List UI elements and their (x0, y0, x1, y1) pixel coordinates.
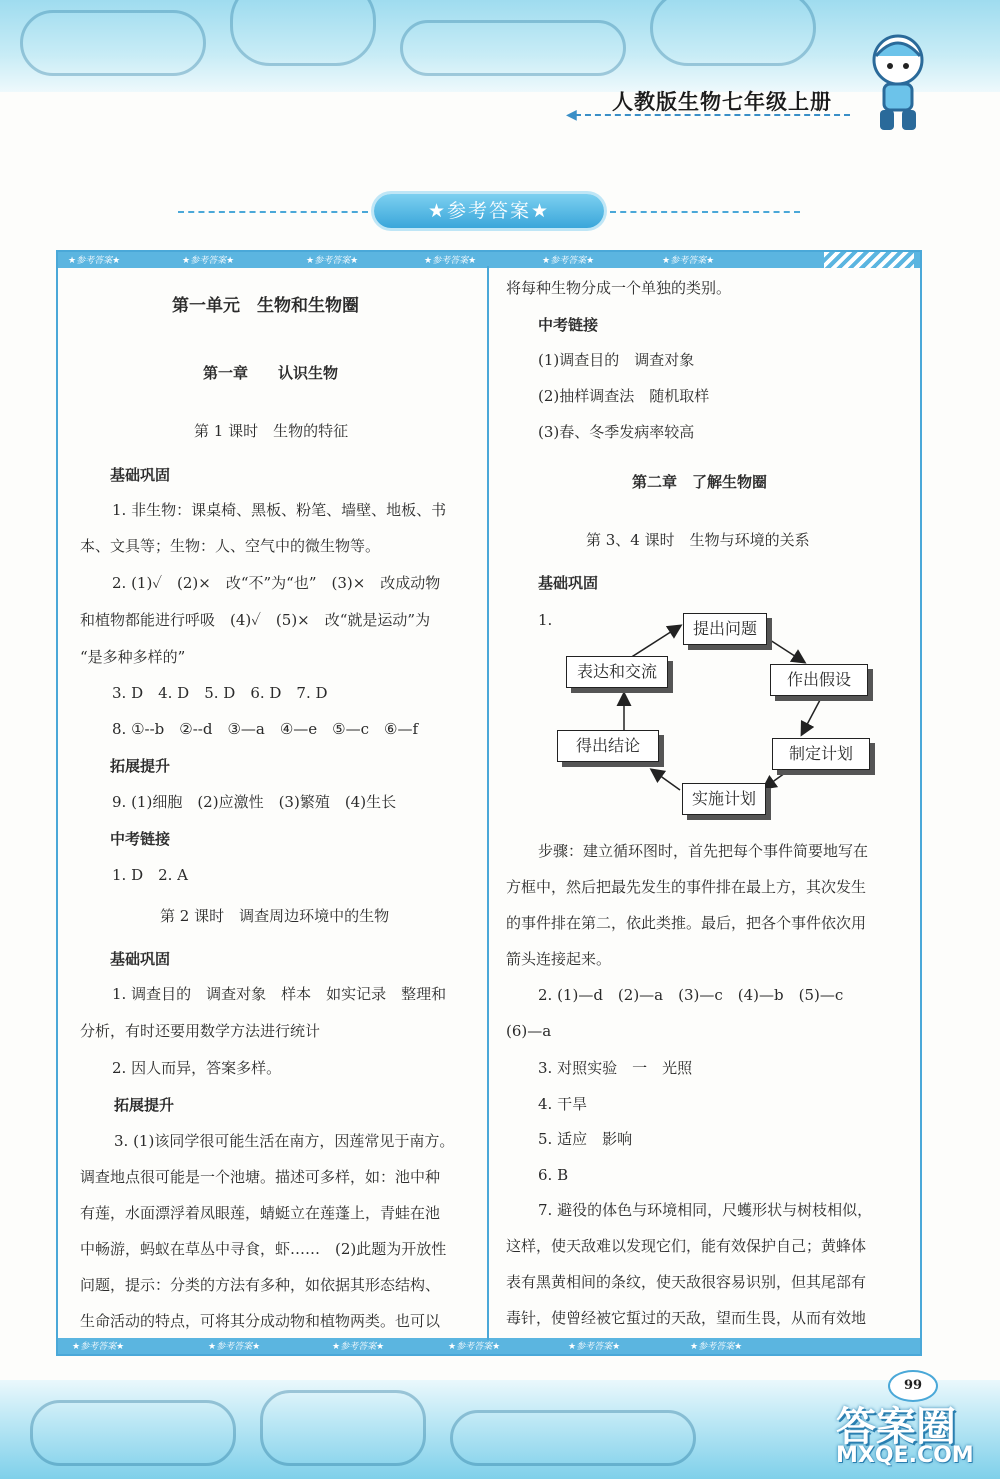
section-heading: 中考链接 (538, 316, 599, 334)
reference-answer-header (178, 194, 800, 230)
answer-line: 毒针，使曾经被它蜇过的天敌，望而生畏，从而有效地 (506, 1309, 867, 1327)
frame-top-strip (58, 252, 920, 268)
answer-line: 中畅游，蚂蚁在草丛中寻食，虾…… (2)此题为开放性 (80, 1240, 447, 1258)
section-heading: 中考链接 (110, 830, 171, 848)
answer-line: 的事件排在第二，依此类推。最后，把各个事件依次用 (506, 914, 867, 932)
answer-line: 3. 对照实验 一 光照 (538, 1059, 693, 1077)
strip-label: ★参考答案★ (332, 1342, 385, 1352)
answer-line: 分析，有时还要用数学方法进行统计 (80, 1022, 321, 1040)
mascot-illustration (862, 30, 934, 134)
answer-line: 7. 避役的体色与环境相同，尺蠖形状与树枝相似， (538, 1201, 873, 1219)
answer-line: 表有黑黄相间的条纹，使天敌很容易识别，但其尾部有 (506, 1273, 867, 1291)
flow-box-raise-question: 提出问题 (683, 613, 767, 645)
answer-line: 6. B (538, 1166, 569, 1184)
arrow-left-icon: ◀ (566, 107, 577, 123)
section-heading: 基础巩固 (110, 466, 171, 484)
chapter-title: 第一章 认识生物 (203, 364, 339, 382)
answer-line: 方框中，然后把最先发生的事件排在最上方，其次发生 (506, 878, 867, 896)
answer-line: 5. 适应 影响 (538, 1130, 633, 1148)
flow-box-communicate: 表达和交流 (566, 656, 668, 688)
answer-line: (2)抽样调查法 随机取样 (538, 387, 710, 405)
column-divider (487, 266, 489, 1340)
answer-line: 调查地点很可能是一个池塘。描述可多样，如：池中种 (80, 1168, 441, 1186)
strip-label: ★参考答案★ (68, 256, 121, 266)
strip-label: ★参考答案★ (424, 256, 477, 266)
title-rule (575, 114, 850, 116)
answer-line: 1. D 2. A (112, 866, 189, 884)
section-heading: 基础巩固 (538, 574, 599, 592)
answer-line: 3. (1)该同学很可能生活在南方，因莲常见于南方。 (114, 1132, 455, 1150)
answer-line: (1)调查目的 调查对象 (538, 351, 695, 369)
answer-line: 2. (1)✓ (2)× 改“不”为“也” (3)× 改成动物 (112, 574, 441, 592)
page-number: 99 (888, 1370, 938, 1402)
lesson-title: 第 1 课时 生物的特征 (194, 422, 349, 440)
answer-line: 2. 因人而异，答案多样。 (112, 1059, 282, 1077)
answer-line: (3)春、冬季发病率较高 (538, 423, 695, 441)
answer-line: 2. (1)—d (2)—a (3)—c (4)—b (5)—c (538, 986, 844, 1004)
strip-label: ★参考答案★ (208, 1342, 261, 1352)
watermark-url: MXQE.COM (836, 1443, 974, 1468)
strip-label: ★参考答案★ (662, 256, 715, 266)
watermark-logo (830, 1395, 990, 1475)
chapter-title: 第二章 了解生物圈 (632, 473, 768, 491)
question-number: 1. (538, 611, 553, 629)
unit-title: 第一单元 生物和生物圈 (172, 296, 359, 316)
watermark-text: 答案圈 (836, 1404, 956, 1450)
answer-line: (6)—a (506, 1022, 552, 1040)
answer-line: 4. 干旱 (538, 1095, 588, 1113)
section-heading: 基础巩固 (110, 950, 171, 968)
flow-box-hypothesis: 作出假设 (770, 664, 868, 696)
lesson-title: 第 3、4 课时 生物与环境的关系 (586, 531, 810, 549)
strip-label: ★参考答案★ (72, 1342, 125, 1352)
answer-line: 生命活动的特点，可将其分成动物和植物两类。也可以 (80, 1312, 441, 1330)
answer-line: 本、文具等；生物：人、空气中的微生物等。 (80, 537, 381, 555)
flow-box-conclusion: 得出结论 (557, 730, 659, 762)
flow-box-execute-plan: 实施计划 (682, 783, 766, 815)
answer-line: 9. (1)细胞 (2)应激性 (3)繁殖 (4)生长 (112, 793, 397, 811)
frame-bottom-strip (58, 1338, 920, 1354)
section-heading: 拓展提升 (110, 757, 171, 775)
answer-line: 3. D 4. D 5. D 6. D 7. D (112, 684, 328, 702)
answer-line: 8. ①--b ②--d ③—a ④—e ⑤—c ⑥—f (112, 720, 419, 738)
book-title: 人教版生物七年级上册 (612, 90, 832, 114)
strip-label: ★参考答案★ (182, 256, 235, 266)
reference-answer-title: ★参考答案★ (374, 194, 604, 228)
answer-line: 这样，使天敌难以发现它们，能有效保护自己；黄蜂体 (506, 1237, 867, 1255)
strip-label: ★参考答案★ (568, 1342, 621, 1352)
strip-label: ★参考答案★ (690, 1342, 743, 1352)
strip-label: ★参考答案★ (306, 256, 359, 266)
answer-line: 箭头连接起来。 (506, 950, 612, 968)
answer-line: 和植物都能进行呼吸 (4)✓ (5)× 改“就是运动”为 (80, 611, 431, 629)
answer-line: 将每种生物分成一个单独的类别。 (506, 279, 732, 297)
hatch-decoration (824, 252, 914, 268)
answer-line: 问题，提示：分类的方法有多种，如依据其形态结构、 (80, 1276, 441, 1294)
lesson-title: 第 2 课时 调查周边环境中的生物 (160, 907, 390, 925)
answer-line: 1. 调查目的 调查对象 样本 如实记录 整理和 (112, 985, 447, 1003)
top-decorative-band (0, 0, 1000, 92)
answer-line: 步骤：建立循环图时，首先把每个事件简要地写在 (538, 842, 869, 860)
strip-label: ★参考答案★ (448, 1342, 501, 1352)
answer-line: 有莲，水面漂浮着凤眼莲，蜻蜓立在莲蓬上，青蛙在池 (80, 1204, 441, 1222)
flow-box-make-plan: 制定计划 (772, 738, 870, 770)
answer-line: “是多种多样的” (80, 648, 186, 666)
answer-line: 1. 非生物：课桌椅、黑板、粉笔、墙壁、地板、书 (112, 501, 447, 519)
strip-label: ★参考答案★ (542, 256, 595, 266)
section-heading: 拓展提升 (114, 1096, 175, 1114)
